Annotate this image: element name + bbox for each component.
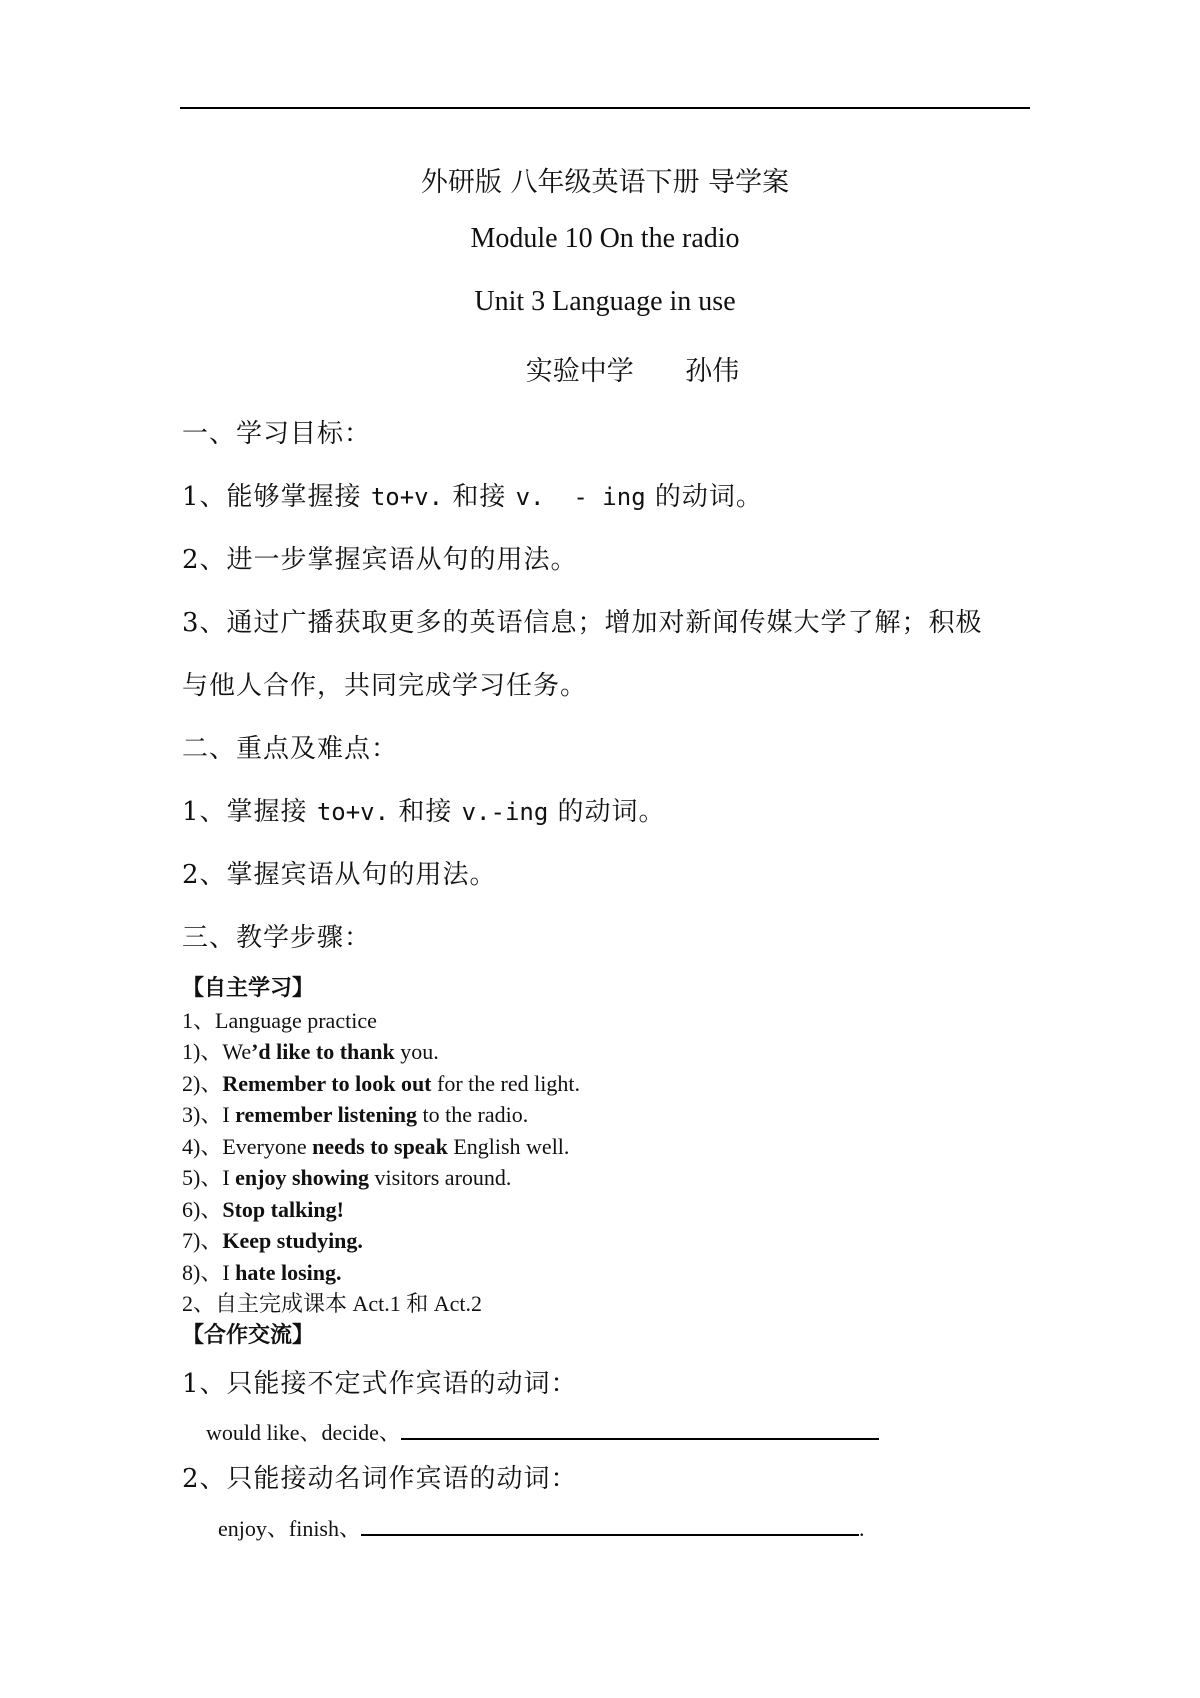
sentence-6: 6)、Stop talking! [182, 1197, 344, 1222]
answer-blank-1[interactable] [401, 1418, 879, 1440]
key-point-2: 2、掌握宾语从句的用法。 [182, 860, 497, 890]
sentence-3: 3)、I remember listening to the radio. [182, 1102, 529, 1127]
cooperate-a2: enjoy、finish、 . [218, 1516, 865, 1541]
goal-3-line2: 与他人合作，共同完成学习任务。 [182, 671, 588, 701]
cooperate-q1: 1、只能接不定式作宾语的动词： [182, 1369, 578, 1399]
doc-title: 外研版 八年级英语下册 导学案 [420, 167, 790, 198]
task-2: 2、自主完成课本 Act.1 和 Act.2 [182, 1291, 483, 1316]
sentence-1: 1)、We’d like to thank you. [182, 1039, 439, 1064]
unit-title: Unit 3 Language in use [474, 286, 736, 317]
author-line: 实验中学 孙伟 [525, 356, 740, 387]
sentence-2: 2)、Remember to look out for the red light. [182, 1071, 580, 1096]
cooperate-heading: 【合作交流】 [182, 1323, 315, 1348]
cooperate-a1: would like、decide、 [206, 1416, 879, 1447]
goals-heading: 一、学习目标： [182, 419, 372, 449]
goal-1: 1、能够掌握接 to+v. 和接 v. - ing 的动词。 [182, 482, 763, 512]
sentence-4: 4)、Everyone needs to speak English well. [182, 1134, 570, 1159]
key-point-1: 1、掌握接 to+v. 和接 v.-ing 的动词。 [182, 797, 666, 827]
header-rule [180, 107, 1030, 109]
answer-blank-2[interactable] [361, 1514, 859, 1536]
sentence-7: 7)、Keep studying. [182, 1228, 363, 1253]
self-study-heading: 【自主学习】 [182, 976, 315, 1001]
goal-2: 2、进一步掌握宾语从句的用法。 [182, 545, 578, 575]
module-title: Module 10 On the radio [470, 223, 740, 254]
steps-heading: 三、教学步骤： [182, 923, 372, 953]
sentence-5: 5)、I enjoy showing visitors around. [182, 1165, 512, 1190]
practice-title: 1、Language practice [182, 1008, 377, 1033]
sentence-8: 8)、I hate losing. [182, 1260, 342, 1285]
goal-3-line1: 3、通过广播获取更多的英语信息；增加对新闻传媒大学了解；积极 [182, 608, 983, 638]
key-points-heading: 二、重点及难点： [182, 734, 399, 764]
cooperate-q2: 2、只能接动名词作宾语的动词： [182, 1464, 578, 1494]
